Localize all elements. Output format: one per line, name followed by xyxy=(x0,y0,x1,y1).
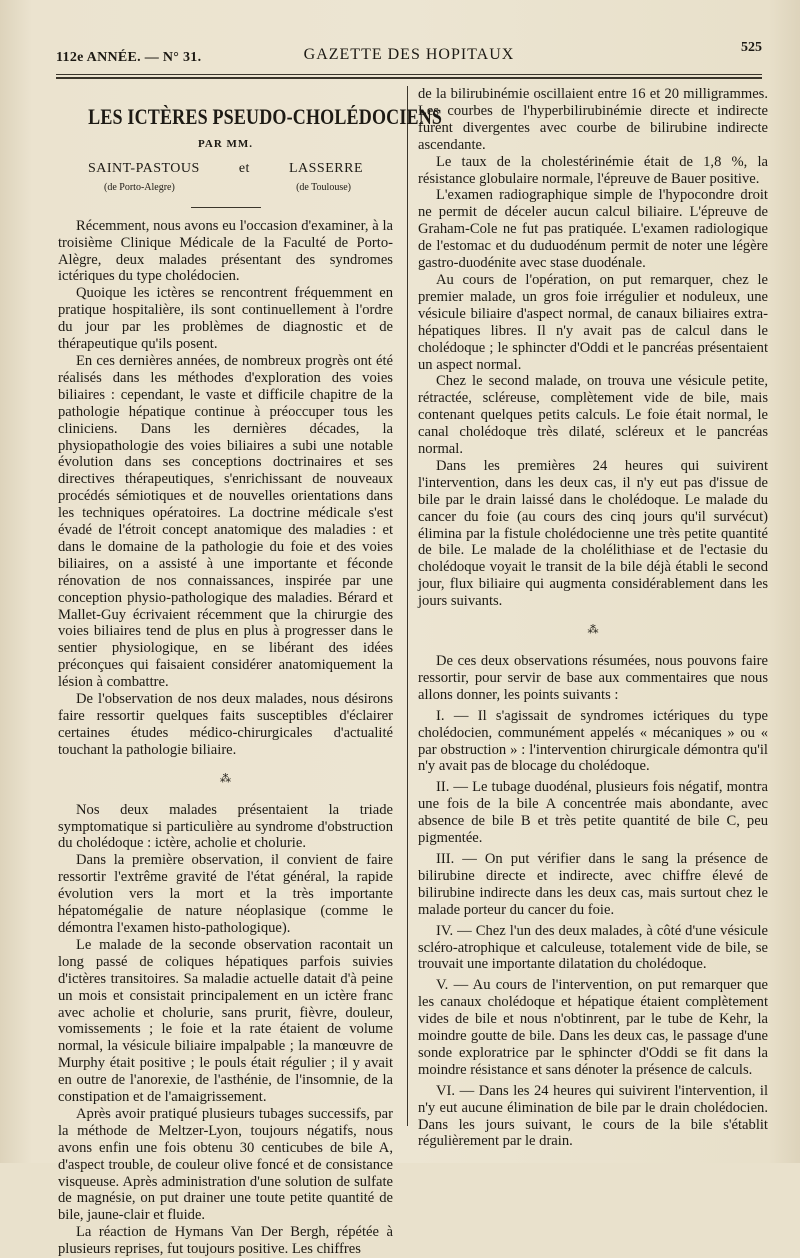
numbered-point: II. — Le tubage duodénal, plusieurs fois négatif, montra une fois de la bile A concentrée mais abondante, avec absence de bile B et très petite quantité de bile C, peu pigmentée. xyxy=(418,779,768,847)
header-rule-thick xyxy=(56,77,762,79)
numbered-point: IV. — Chez l'un des deux malades, à côté d'une vésicule scléro-atrophique et calculeuse, totalement vide de bile, se trouvait une importante dilatation du cholédoque. xyxy=(418,922,768,973)
paragraph: L'examen radiographique simple de l'hypocondre droit ne permit de déceler aucun calcul biliaire. L'épreuve de Graham-Cole ne fut pas pratiquée. L'examen radiologique de l'estomac et du duduodénum permit de noter une légère gastro-duodénite avec stase duodénale. xyxy=(418,187,768,272)
paragraph: Chez le second malade, on trouva une vésicule petite, rétractée, scléreuse, complètement vide de bile, mais contenant quelques petits calculs. Le foie était normal, le canal cholédoque très dilaté, scléreux et le pancréas normal. xyxy=(418,373,768,458)
paragraph: Nos deux malades présentaient la triade symptomatique si particulière au syndrome d'obstruction du cholédoque : ictère, acholie et cholurie. xyxy=(58,801,393,852)
article-title: LES ICTÈRES PSEUDO-CHOLÉDOCIENS xyxy=(88,104,443,129)
paragraph: Dans la première observation, il convient de faire ressortir l'extrême gravité de l'état général, la rapide évolution vers la mort et la très importante hépatomégalie de nature néoplasique (comme le démontra l'examen histo-pathologique). xyxy=(58,852,393,936)
paragraph: Le malade de la seconde observation racontait un long passé de coliques hépatiques parfois suivies d'ictères transitoires. Sa maladie actuelle datait d'à peine un mois et consistait principalement en un ictère franc avec acholie et cholurie, sans prurit, fièvre, douleur, vomissements ; le foie et la rate étaient de volume normal, la vésicule biliaire impalpable ; la manœuvre de Murphy était positive ; le pouls était régulier ; il y avait en outre de l'anorexie, de l'asthénie, de l'insomnie, de la constipation et de l'amaigrissement. xyxy=(58,936,393,1106)
paragraph: Dans les premières 24 heures qui suivirent l'intervention, dans les deux cas, il n'y eut pas d'issue de bile par le drain laissé dans le cholédoque. Le malade du cancer du foie (au cours des cinq jours qu'il survécut) élimina par la fistule cholédocienne une très petite quantité de bile. Le malade de la cholélithiase et de l'ectasie du cholédoque voyait le transit de la bile déjà établi le second jour, flux biliaire qui augmenta considérablement dans les jours suivants. xyxy=(418,457,768,610)
paragraph: En ces dernières années, de nombreux progrès ont été réalisés dans les méthodes d'exploration des voies biliaires : cependant, le vaste et difficile chapitre de la pathologie hépatique continue à préoccuper tous les cliniciens. Dans les dernières décades, la physiopathologie des voies biliaires a subi une notable évolution dans ses conceptions doctrinaires et ses directives thérapeutiques, s'enrichissant de nouveaux procédés sémiotiques et de nouvelles orientations dans les techniques opératoires. La doctrine médicale s'est évadé de l'étroit concept anatomique des maladies : et dans le domaine de la pathologie du foie et des voies biliaires, on a assisté à une importante et féconde rénovation de nos connaissances, inspirée par une conception physio-pathologique des maladies. Bérard et Mallet-Guy écrivaient récemment que la chirurgie des voies biliaires tend de plus en plus à progresser dans le sentier physiologique, en se libérant des idées préconçues qui faisaient considérer anatomiquement la lésion à combattre. xyxy=(58,352,393,691)
section-separator: ⁂ xyxy=(587,624,599,637)
authors-line xyxy=(58,161,393,178)
origin-2: (de Toulouse) xyxy=(296,181,351,193)
numbered-point: I. — Il s'agissait de syndromes ictériques du type cholédocien, communément appelés « mécaniques » ou « par obstruction » : l'intervention chirurgicale démontra qu'il n'y avait pas de blocage du cholédoque. xyxy=(418,707,768,775)
origin-1: (de Porto-Alegre) xyxy=(104,181,175,193)
paragraph: Quoique les ictères se rencontrent fréquemment en pratique hospitalière, ils sont continuellement à l'ordre du jour par les problèmes de diagnostic et de thérapeutique qu'ils posent. xyxy=(58,285,393,353)
page-number: 525 xyxy=(741,40,762,55)
page-header xyxy=(56,38,762,72)
column-divider xyxy=(407,86,408,1126)
paragraph: De l'observation de nos deux malades, nous désirons faire ressortir quelques faits susceptibles d'éclairer certaines études médico-chirurgicales d'actualité touchant la pathologie biliaire. xyxy=(58,691,393,758)
left-column xyxy=(58,86,443,1258)
author-1: SAINT-PASTOUS xyxy=(88,160,200,176)
issue-number: 112e ANNÉE. — N° 31. xyxy=(56,50,202,65)
section-separator: ⁂ xyxy=(220,772,231,785)
numbered-point: V. — Au cours de l'intervention, on put remarquer que les canaux cholédoque et hépatique étaient complètement vides de bile et nous n'obtinrent, par le tube de Kehr, la moindre goutte de bile. Dans les deux cas, le passage d'une sonde exploratrice par le sphincter d'Oddi se fit dans la moindre résistance et sans dénoter la présence de calculs. xyxy=(418,977,768,1078)
numbered-point: VI. — Dans les 24 heures qui suivirent l'intervention, il n'y eut aucune élimination de bile par le drain cholédocien. Dans les jours suivant, le cours de la bile s'établit régulièrement par le drain. xyxy=(418,1082,768,1150)
paragraph: Récemment, nous avons eu l'occasion d'examiner, à la troisième Clinique Médicale de la Faculté de Porto-Alègre, deux malades présentant des syndromes ictériques du type cholédocien. xyxy=(58,217,393,285)
right-column xyxy=(418,86,768,1150)
paragraph: La réaction de Hymans Van Der Bergh, répétée à plusieurs reprises, fut toujours positive. Les chiffres xyxy=(58,1224,393,1258)
byline-par: PAR MM. xyxy=(197,138,254,150)
author-conjunction: et xyxy=(238,160,250,176)
numbered-point: III. — On put vérifier dans le sang la présence de bilirubine directe et indirecte, avec chiffre élevé de bilirubine indirecte dans les deux cas, mais surtout chez le malade porteur du cancer du foie. xyxy=(418,850,768,918)
paragraph: Le taux de la cholestérinémie était de 1,8 %, la résistance globulaire normale, l'épreuve de Bauer positive. xyxy=(418,153,768,187)
author-2: LASSERRE xyxy=(288,160,363,176)
paragraph: Après avoir pratiqué plusieurs tubages successifs, par la méthode de Meltzer-Lyon, toujours négatifs, nous avons enfin une fois obtenu 30 centicubes de bile A, d'aspect trouble, de couleur olive foncé et de consistance visqueuse. Après administration d'une solution de sulfate de magnésie, on put drainer une toute petite quantité de bile, jaune-clair et fluide. xyxy=(58,1105,393,1224)
paragraph: de la bilirubinémie oscillaient entre 16 et 20 milligrammes. Les courbes de l'hyperbilirubinémie directe et indirecte furent divergentes avec courbe de bilirubine indirecte ascendante. xyxy=(418,86,768,153)
paragraph: Au cours de l'opération, on put remarquer, chez le premier malade, un gros foie irrégulier et noduleux, une vésicule biliaire d'aspect normal, de canaux biliaires extra-hépatiques libres. Il n'y avait pas de calcul dans le cholédoque ; le sphincter d'Oddi et le pancréas présentaient un aspect normal. xyxy=(418,271,768,373)
author-origins xyxy=(58,180,393,197)
header-rule xyxy=(56,74,762,75)
journal-name: GAZETTE DES HOPITAUX xyxy=(303,46,515,63)
title-rule xyxy=(191,207,261,208)
paragraph: De ces deux observations résumées, nous pouvons faire ressortir, pour servir de base aux commentaires que nous allons donner, les points suivants : xyxy=(418,653,768,703)
